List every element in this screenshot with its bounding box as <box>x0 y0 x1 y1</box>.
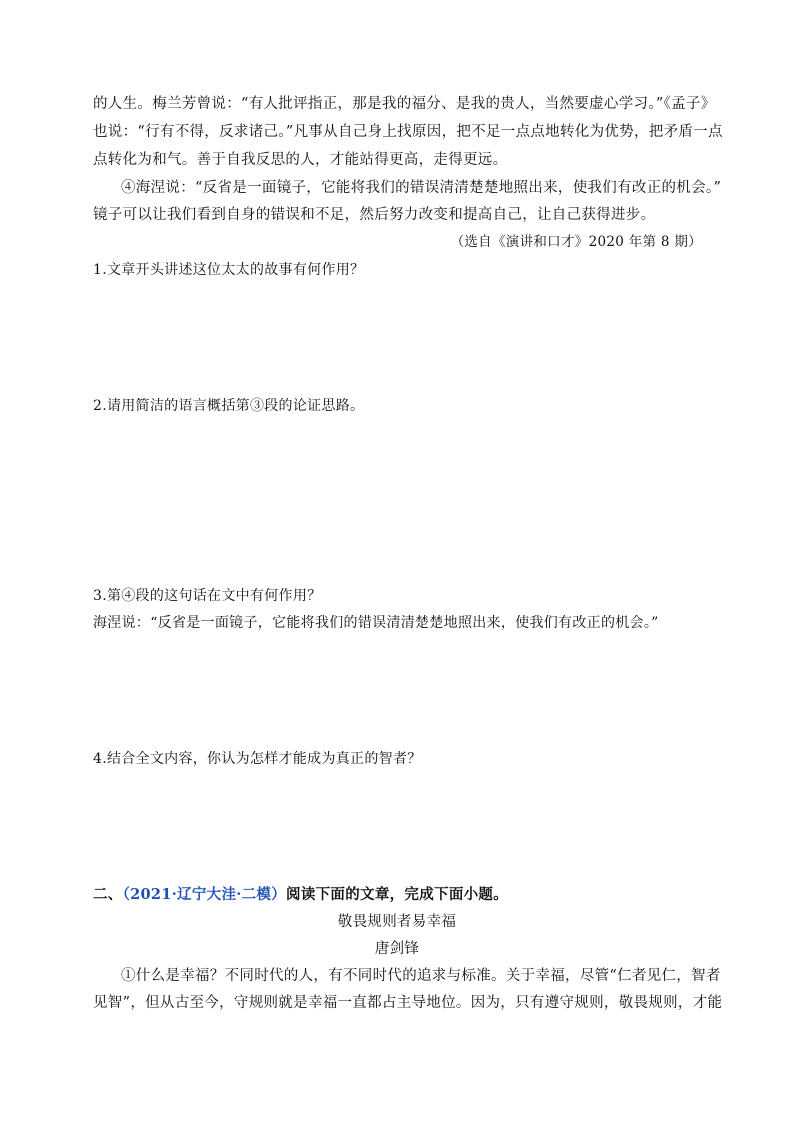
section-2-prefix: 二、 <box>93 886 123 903</box>
question-4: 4.结合全文内容，你认为怎样才能成为真正的智者？ <box>93 751 422 767</box>
text-line: 镜子可以让我们看到自身的错误和不足，然后努力改变和提高自己，让自己获得进步。 <box>93 207 656 223</box>
text-line: 的人生。梅兰芳曾说：“有人批评指正，那是我的福分、是我的贵人，当然要虚心学习。”《孟子》 <box>93 96 716 112</box>
section-2-heading <box>93 885 705 905</box>
source-citation: （选自《演讲和口才》2020 年第 8 期） <box>450 234 702 250</box>
article-title: 敬畏规则者易幸福 <box>337 914 457 930</box>
question-3-quote: 海涅说：“反省是一面镜子，它能将我们的错误清清楚楚地照出来，使我们有改正的机会。” <box>93 615 659 631</box>
question-2: 2.请用简洁的语言概括第③段的论证思路。 <box>93 398 365 414</box>
text-line: 也说：“行有不得，反求诸己。”凡事从自己身上找原因，把不足一点点地转化为优势，把矛盾一点 <box>93 124 723 140</box>
text-line: 点转化为和气。善于自我反思的人，才能站得更高，走得更远。 <box>93 152 508 168</box>
section-2-instruction: 阅读下面的文章，完成下面小题。 <box>286 886 509 903</box>
text-line: ④海涅说：“反省是一面镜子，它能将我们的错误清清楚楚地照出来，使我们有改正的机会。” <box>121 180 722 196</box>
section-2-tag: （2021·辽宁大洼·二模） <box>122 886 287 903</box>
article-author: 唐剑锋 <box>374 941 420 957</box>
question-1: 1.文章开头讲述这位太太的故事有何作用？ <box>93 262 365 278</box>
text-line: ①什么是幸福？不同时代的人，有不同时代的追求与标准。关于幸福，尽管“仁者见仁，智者 <box>121 968 721 984</box>
text-line: 见智”，但从古至今，守规则就是幸福一直都占主导地位。因为，只有遵守规则，敬畏规则，才能 <box>93 995 723 1011</box>
question-3: 3.第④段的这句话在文中有何作用？ <box>93 588 322 604</box>
